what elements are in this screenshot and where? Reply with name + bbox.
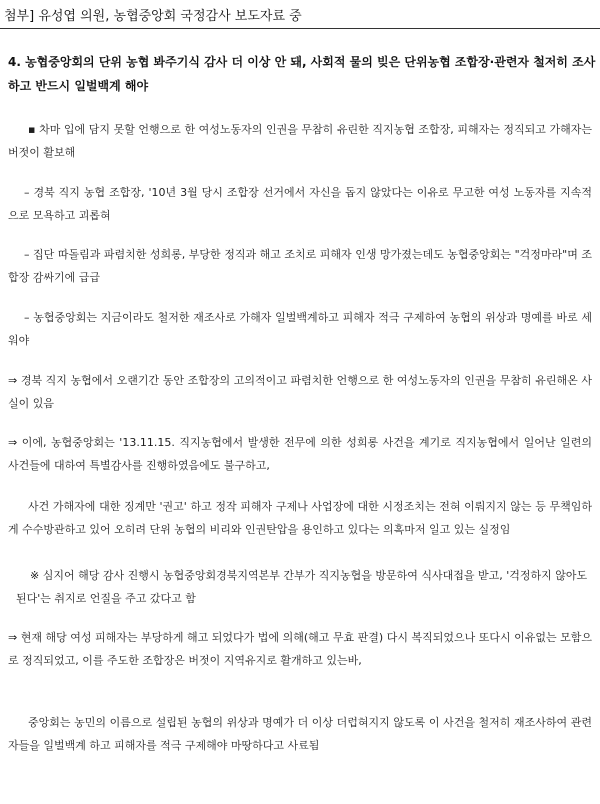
body-paragraph-1: 사건 가해자에 대한 징계만 '권고' 하고 정작 피해자 구제나 사업장에 대한 시정조치는 전혀 이뤄지지 않는 등 무책임하게 수수방관하고 있어 오히려 단위 농협의 비리와 인권탄압을 용인하고 있다는 의혹마저 일고 있는 실정임: [8, 500, 592, 536]
footnote-paragraph: ※ 심지어 해당 감사 진행시 농협중앙회경북지역본부 간부가 직지농협을 방문하여 식사대접을 받고, '걱정하지 않아도 된다'는 취지로 언질을 주고 갔다고 함: [16, 569, 588, 605]
section-headline: 4. 농협중앙회의 단위 농협 봐주기식 감사 더 이상 안 돼, 사회적 물의 빚은 단위농협 조합장·관련자 철저히 조사하고 반드시 일벌백계 해야: [8, 55, 596, 93]
arrow-paragraph-1: ⇒ 경북 직지 농협에서 오랜기간 동안 조합장의 고의적이고 파렴치한 언행으로 한 여성노동자의 인권을 무참히 유린해온 사실이 있음: [8, 374, 592, 410]
arrow-paragraph-2: ⇒ 이에, 농협중앙회는 '13.11.15. 직지농협에서 발생한 전무에 의한 성희롱 사건을 계기로 직지농협에서 일어난 일련의 사건들에 대하여 특별감사를 진행하였음에도 불구하고,: [8, 436, 592, 472]
header-divider: [0, 28, 600, 29]
attachment-header: 첨부] 유성엽 의원, 농협중앙회 국정감사 보도자료 중: [4, 9, 302, 24]
dash-item-1: – 경북 직지 농협 조합장, '10년 3월 당시 조합장 선거에서 자신을 돕지 않았다는 이유로 무고한 여성 노동자를 지속적으로 모욕하고 괴롭혀: [8, 186, 592, 222]
body-paragraph-2: 중앙회는 농민의 이름으로 설립된 농협의 위상과 명예가 더 이상 더럽혀지지 않도록 이 사건을 철저히 재조사하여 관련자들을 일벌백계 하고 피해자를 적극 구제해야 마땅하다고 사료됨: [8, 716, 592, 752]
bullet-summary: ▪ 차마 입에 담지 못할 언행으로 한 여성노동자의 인권을 무참히 유린한 직지농협 조합장, 피해자는 정직되고 가해자는 버젓이 활보해: [8, 123, 592, 159]
arrow-paragraph-3: ⇒ 현재 해당 여성 피해자는 부당하게 해고 되었다가 법에 의해(해고 무효 판결) 다시 복직되었으나 또다시 이유없는 모함으로 정직되었고, 이를 주도한 조합장은 버젓이 지역유지로 활개하고 있는바,: [8, 631, 592, 667]
dash-item-2: – 집단 따돌림과 파렴치한 성희롱, 부당한 정직과 해고 조치로 피해자 인생 망가졌는데도 농협중앙회는 "걱정마라"며 조합장 감싸기에 급급: [8, 248, 592, 284]
dash-item-3: – 농협중앙회는 지금이라도 철저한 재조사로 가해자 일벌백계하고 피해자 적극 구제하여 농협의 위상과 명예를 바로 세워야: [8, 311, 592, 347]
